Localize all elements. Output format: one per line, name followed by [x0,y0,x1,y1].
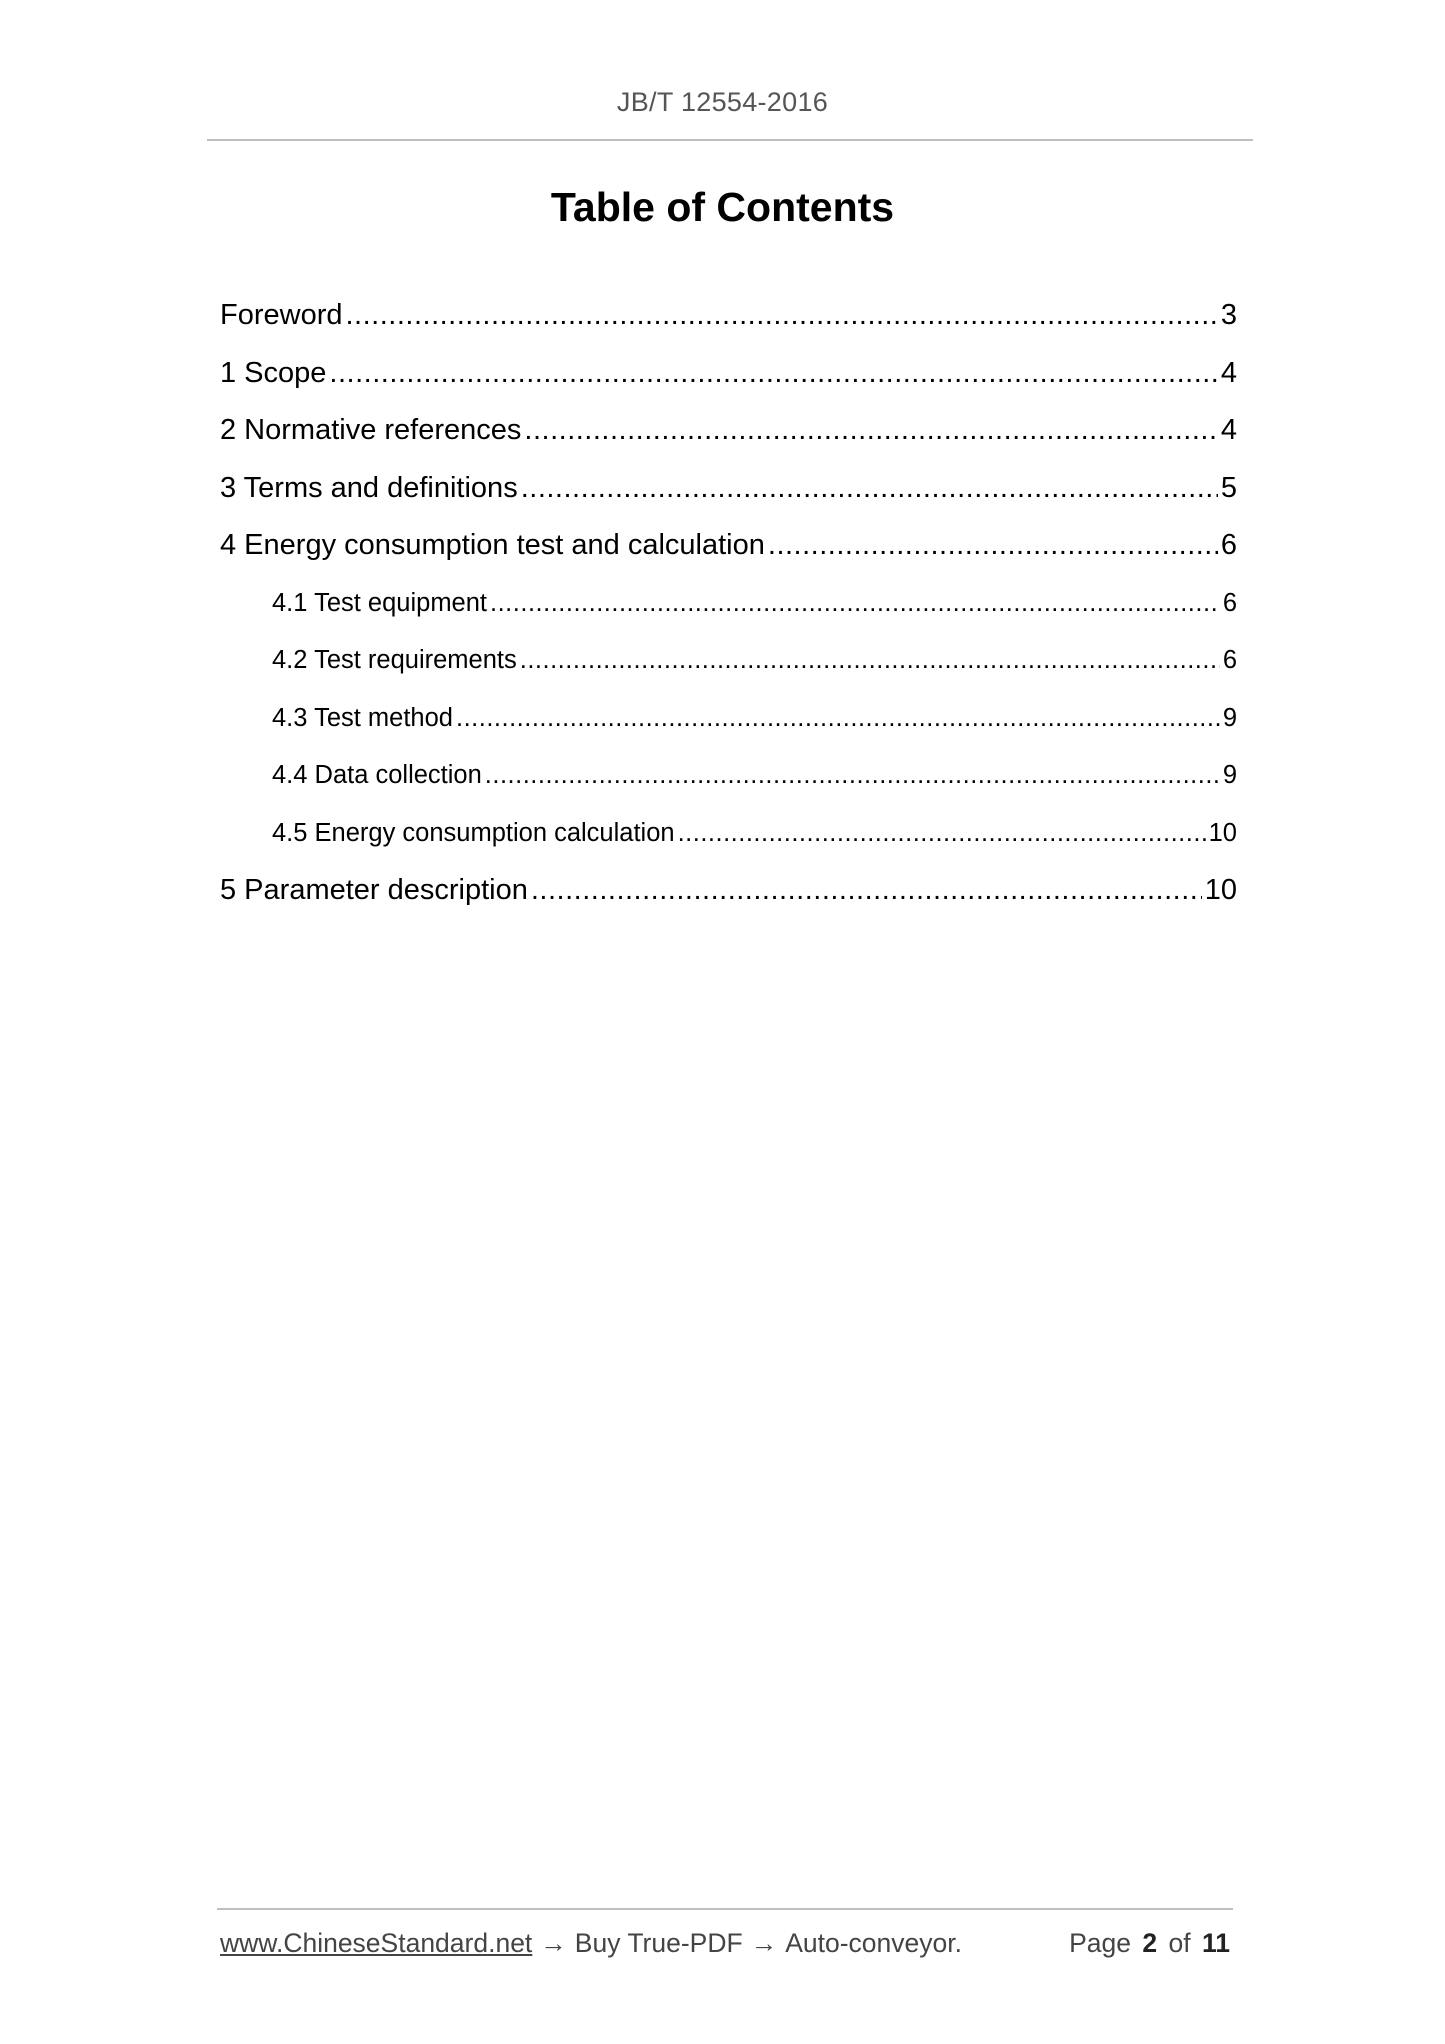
footer-divider [217,1908,1233,1910]
page-indicator [1065,1928,1230,1959]
toc-entry-page: 4 [1220,414,1237,446]
toc-entry-page: 10 [1208,818,1237,847]
dot-leader [346,292,1218,338]
dot-leader [456,695,1220,741]
toc-entry-page: 6 [1222,588,1237,617]
toc-entry-foreword[interactable] [220,292,1237,350]
product-name-text: Auto-conveyor. [785,1928,962,1958]
website-link[interactable]: www.ChineseStandard.net [220,1928,533,1958]
dot-leader [531,867,1202,913]
dot-leader [678,810,1206,856]
dot-leader [485,752,1220,798]
toc-entry-energy-consumption-calculation[interactable] [220,810,1237,868]
toc-entry-label: 4.3 Test method [272,703,453,732]
toc-entry-label: Foreword [220,299,343,331]
dot-leader [521,465,1218,511]
header-divider [207,139,1253,141]
current-page-number: 2 [1142,1928,1158,1958]
dot-leader [329,350,1217,396]
toc-entry-page: 10 [1204,874,1237,906]
right-arrow-icon: → [540,1928,567,1958]
toc-entry-energy-consumption-test[interactable] [220,522,1237,580]
toc-entry-page: 4 [1220,356,1237,389]
toc-entry-parameter-description[interactable] [220,867,1237,925]
toc-entry-test-method[interactable] [220,695,1237,753]
toc-entry-label: 3 Terms and definitions [220,471,518,504]
table-of-contents [220,292,1237,925]
toc-entry-label: 4.4 Data collection [272,761,482,789]
toc-entry-page: 6 [1222,646,1237,674]
toc-entry-label: 4.2 Test requirements [272,646,517,674]
toc-entry-test-equipment[interactable] [220,580,1237,638]
toc-entry-label: 4.5 Energy consumption calculation [272,818,675,847]
buy-true-pdf-text: Buy True-PDF [574,1928,743,1958]
page-footer [220,1928,1230,1959]
total-page-count: 11 [1201,1928,1230,1958]
document-code-header: JB/T 12554-2016 [616,87,829,117]
right-arrow-icon: → [750,1928,778,1958]
toc-entry-terms-and-definitions[interactable] [220,465,1237,523]
toc-entry-label: 4.1 Test equipment [272,588,488,617]
toc-entry-page: 9 [1222,703,1237,732]
dot-leader [524,407,1217,453]
page-word: Page [1069,1928,1131,1958]
toc-entry-test-requirements[interactable] [220,637,1237,695]
dot-leader [520,637,1220,683]
toc-entry-label: 5 Parameter description [220,874,528,906]
dot-leader [768,522,1218,568]
toc-entry-label: 4 Energy consumption test and calculation [220,529,765,561]
toc-entry-label: 1 Scope [220,356,327,389]
toc-entry-data-collection[interactable] [220,752,1237,810]
toc-entry-page: 9 [1222,761,1237,789]
page-of-word: of [1168,1928,1191,1958]
toc-entry-label: 2 Normative references [220,414,522,446]
toc-entry-page: 6 [1220,529,1237,561]
toc-entry-page: 5 [1220,471,1237,504]
toc-entry-scope[interactable] [220,350,1237,408]
toc-entry-page: 3 [1220,299,1237,331]
page-title: Table of Contents [550,184,895,230]
dot-leader [490,580,1220,626]
toc-entry-normative-references[interactable] [220,407,1237,465]
